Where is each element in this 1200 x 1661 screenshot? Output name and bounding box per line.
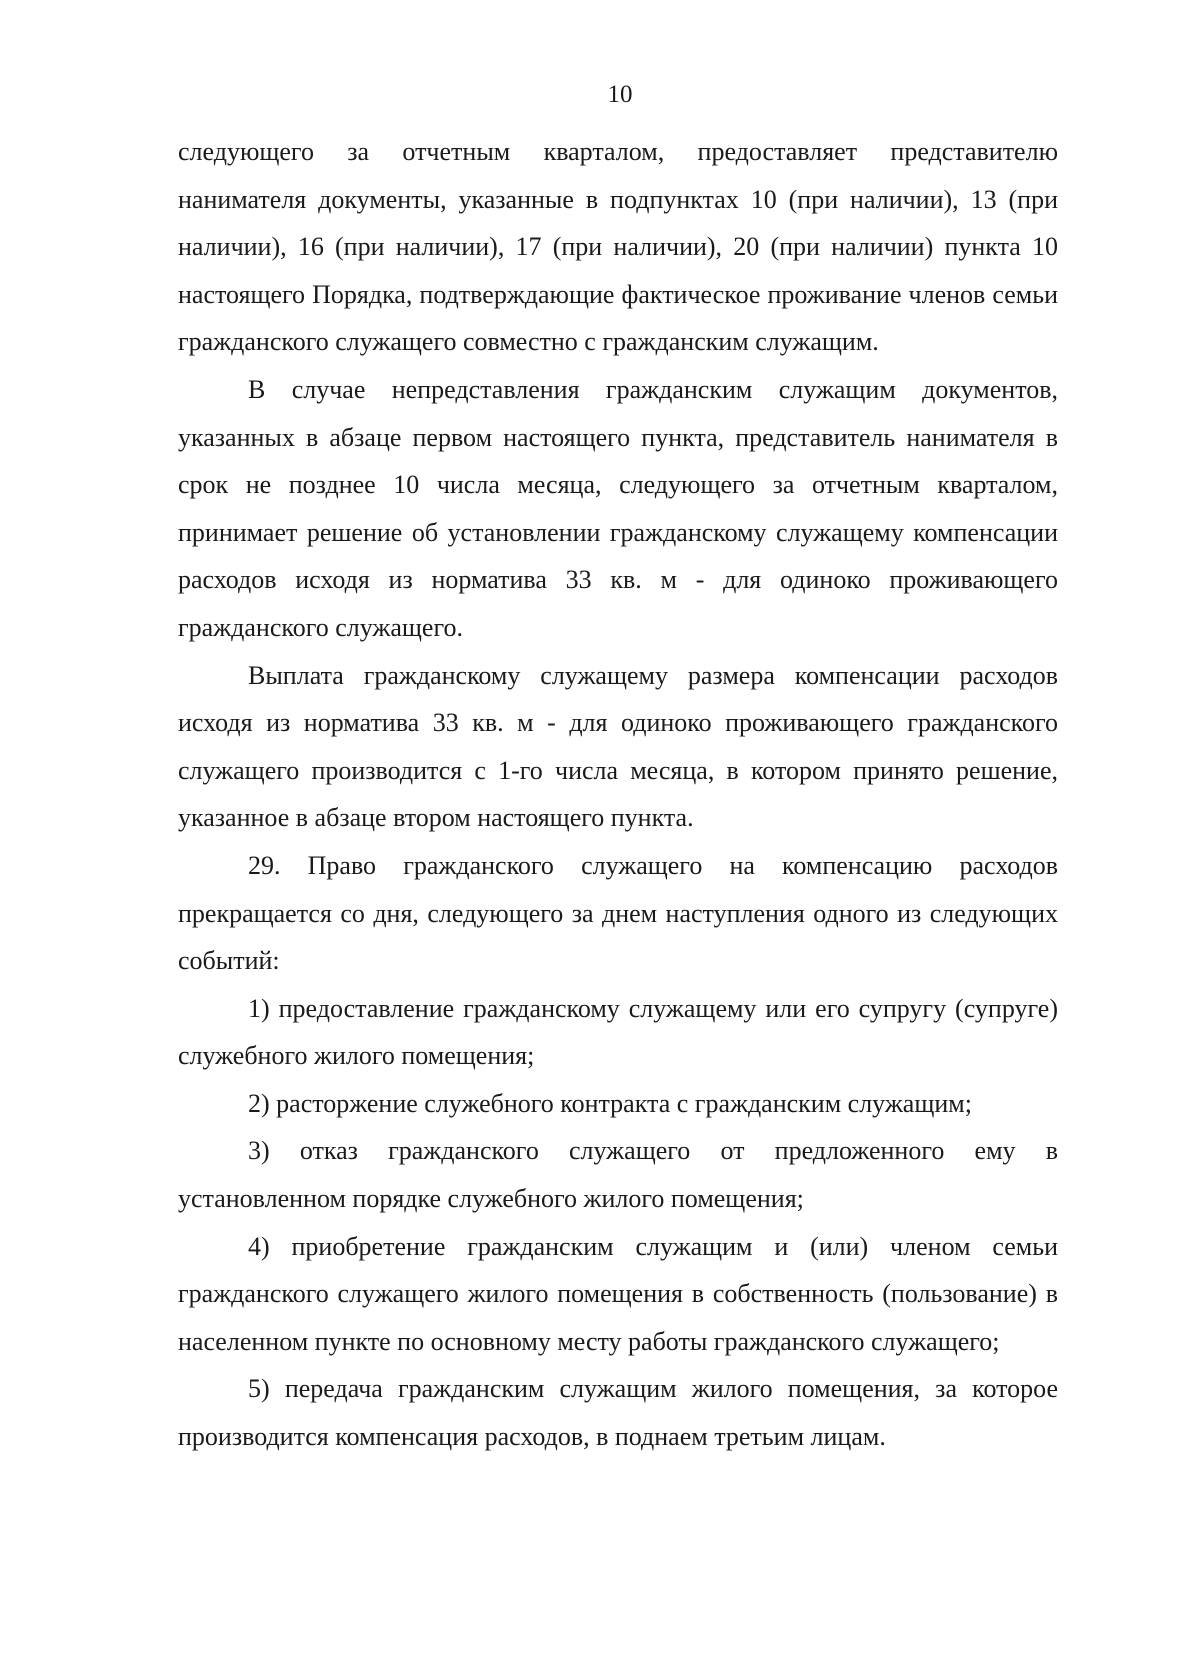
- paragraph-payment: Выплата гражданскому служащему размера компенсации расходов исходя из норматива 33 кв. м - для одиноко проживающего гражданского служащего производится с 1-го числа месяца, в котором принято решение, указанное в абзаце втором настоящего пункта.: [178, 660, 1058, 833]
- paragraph-item-29: 29. Право гражданского служащего на компенсацию расходов прекращается со дня, следующего за днем наступления одного из следующих событий:: [178, 850, 1058, 976]
- list-item-4: 4) приобретение гражданским служащим и (или) членом семьи гражданского служащего жилого помещения в собственность (пользование) в населенном пункте по основному месту работы гражданского служащего;: [178, 1231, 1058, 1356]
- list-item-3: 3) отказ гражданского служащего от предложенного ему в установленном порядке служебного жилого помещения;: [178, 1136, 1058, 1214]
- page-number: 10: [607, 81, 633, 108]
- list-item-5: 5) передача гражданским служащим жилого помещения, за которое производится компенсация расходов, в поднаем третьим лицам.: [178, 1374, 1058, 1452]
- paragraph-nonsubmission: В случае непредставления гражданским служащим документов, указанных в абзаце первом настоящего пункта, представитель нанимателя в срок не позднее 10 числа месяца, следующего за отчетным кварталом, принимает решение об установлении гражданскому служащему компенсации расходов исходя из норматива 33 кв. м - для одиноко проживающего гражданского служащего.: [178, 374, 1058, 642]
- list-item-1: 1) предоставление гражданскому служащему или его супругу (супруге) служебного жилого помещения;: [178, 993, 1058, 1071]
- document-body: [178, 128, 1058, 1461]
- paragraph-continuation: следующего за отчетным кварталом, предоставляет представителю нанимателя документы, указанные в подпунктах 10 (при наличии), 13 (при наличии), 16 (при наличии), 17 (при наличии), 20 (при наличии) пункта 10 настоящего Порядка, подтверждающие фактическое проживание членов семьи гражданского служащего совместно с гражданским служащим.: [178, 137, 1058, 357]
- list-item-2: 2) расторжение служебного контракта с гражданским служащим;: [248, 1088, 972, 1118]
